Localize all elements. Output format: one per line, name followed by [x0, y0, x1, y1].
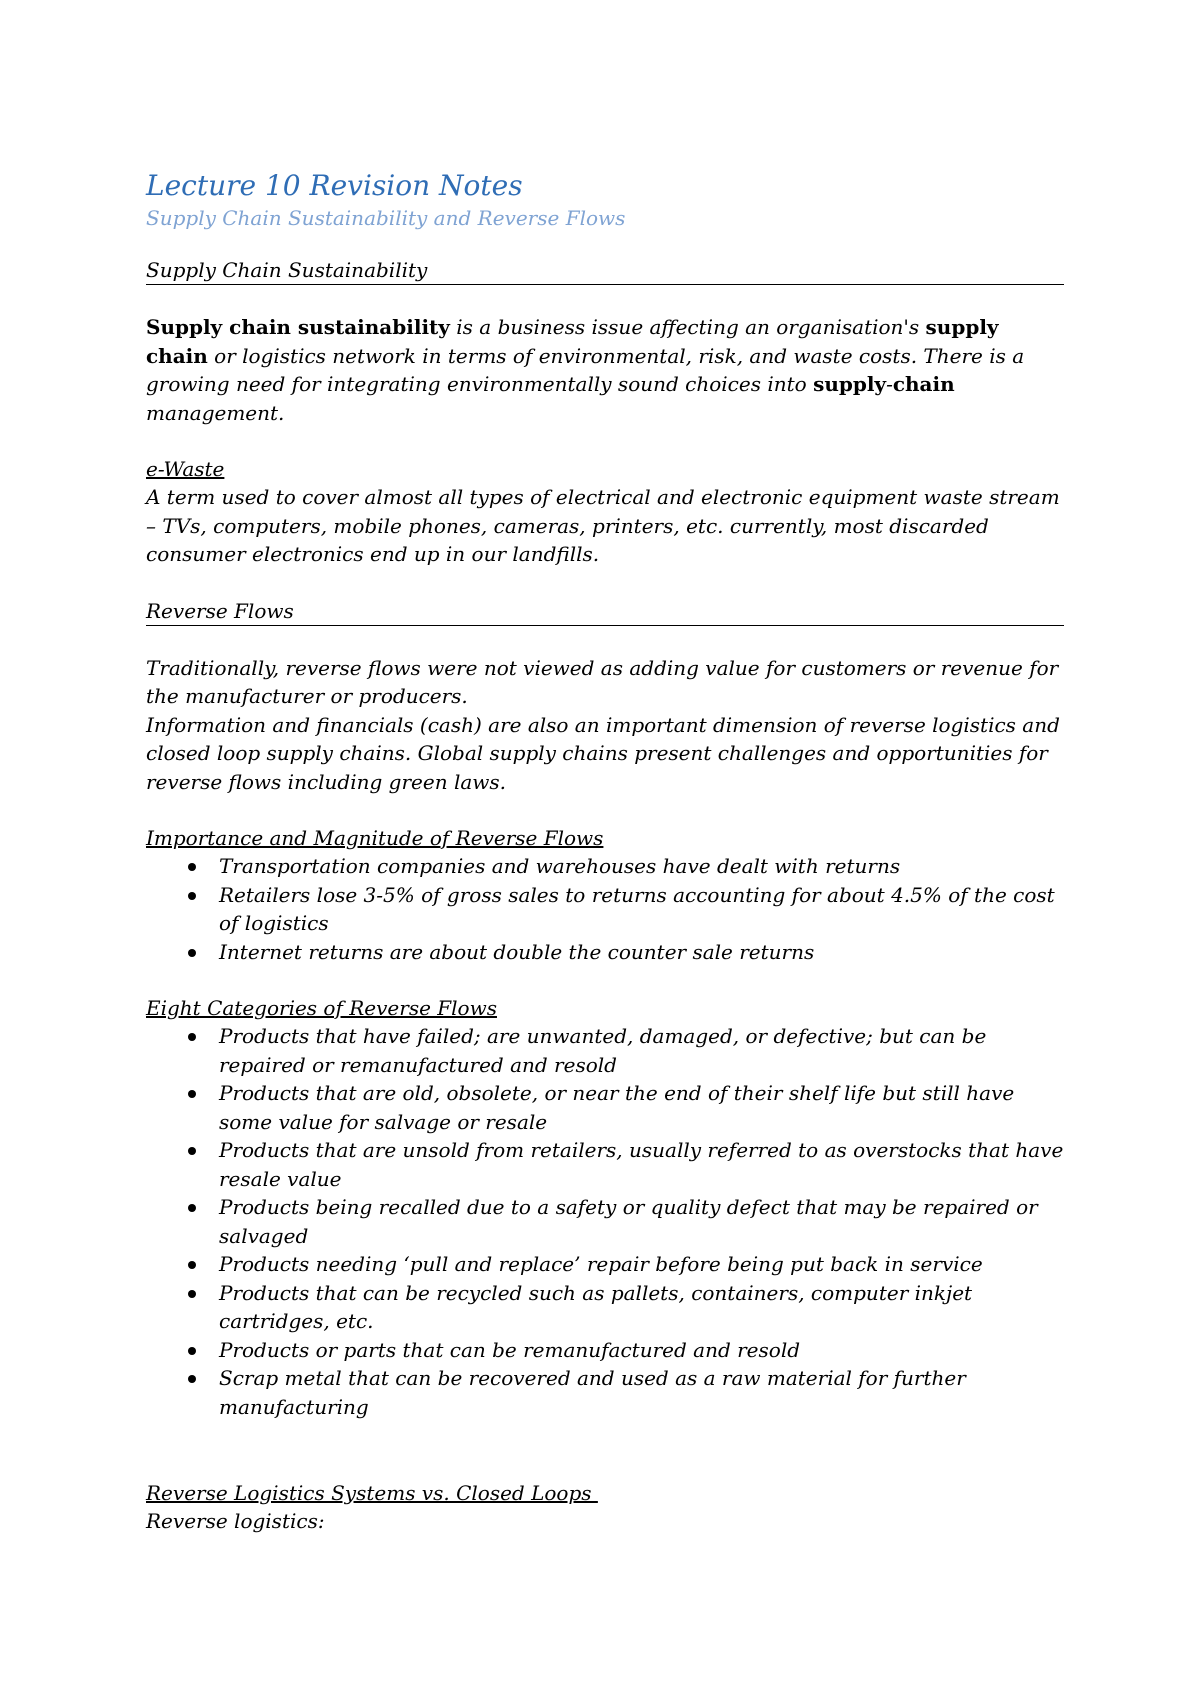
list-item: [146, 1336, 1064, 1365]
section-heading-reverse-flows: Reverse Flows: [146, 597, 1064, 626]
sustainability-paragraph: [146, 313, 1064, 427]
bullet-icon: [188, 1375, 196, 1383]
list-item-text: Products that are unsold from retailers, usually referred to as overstocks that have resale value: [219, 1138, 1064, 1191]
importance-list: [146, 852, 1064, 966]
list-item-text: Products that are old, obsolete, or near the end of their shelf life but still have some value for salvage or resale: [219, 1081, 1015, 1134]
document-page: [146, 168, 1064, 1536]
list-item-text: Retailers lose 3-5% of gross sales to returns accounting for about 4.5% of the cost of logistics: [219, 882, 1055, 935]
list-item: [146, 1022, 1064, 1079]
list-item-text: Products needing ‘pull and replace’ repair before being put back in service: [219, 1252, 983, 1276]
reverse-logistics-text: Reverse logistics:: [146, 1509, 325, 1533]
list-item: [146, 1279, 1064, 1336]
list-item-text: Scrap metal that can be recovered and used as a raw material for further manufacturing: [219, 1366, 966, 1419]
text-run: management.: [146, 400, 285, 425]
bullet-icon: [188, 892, 196, 900]
page-title: Lecture 10 Revision Notes: [146, 169, 523, 202]
page-subtitle: Supply Chain Sustainability and Reverse Flows: [146, 206, 626, 230]
reverse-logistics-heading: Reverse Logistics Systems vs. Closed Loops: [146, 1481, 598, 1505]
bold-term: supply: [813, 372, 887, 396]
reverse-flows-paragraph-2: Information and financials (cash) are also an important dimension of reverse logistics and closed loop supply chains. Global supply chains present challenges and opportunities for reverse flows including green laws.: [146, 712, 1060, 794]
list-item-text: Products being recalled due to a safety or quality defect that may be repaired or salvaged: [219, 1195, 1038, 1248]
bold-term: Supply chain sustainability: [146, 315, 450, 339]
list-item: [146, 881, 1064, 938]
list-item-text: Internet returns are about double the counter sale returns: [219, 939, 815, 964]
bold-term: chain: [892, 372, 955, 396]
list-item: [146, 852, 1064, 881]
text-run: or logistics network in terms of environmental, risk, and waste costs. There is a growing need for integrating environmentally sound choices into: [146, 343, 1025, 396]
categories-list: [146, 1022, 1064, 1421]
list-item: [146, 1079, 1064, 1136]
reverse-flows-paragraph-1: Traditionally, reverse flows were not viewed as adding value for customers or revenue for the manufacturer or producers.: [146, 655, 1059, 708]
section-heading-supply-chain-sustainability: Supply Chain Sustainability: [146, 256, 1064, 285]
bullet-icon: [188, 1204, 196, 1212]
bullet-icon: [188, 949, 196, 957]
bullet-icon: [188, 1147, 196, 1155]
importance-heading: Importance and Magnitude of Reverse Flows: [146, 826, 604, 850]
text-run: is a business issue affecting an organisation's: [449, 315, 926, 339]
ewaste-heading: e-Waste: [146, 457, 225, 481]
list-item-text: Products or parts that can be remanufactured and resold: [219, 1337, 801, 1362]
ewaste-paragraph: A term used to cover almost all types of electrical and electronic equipment waste stream – TVs, computers, mobile phones, cameras, printers, etc. currently, most discarded consumer electronics end up in our landfills.: [146, 485, 1060, 566]
list-item-text: Products that have failed; are unwanted, damaged, or defective; but can be repaired or remanufactured and resold: [219, 1024, 987, 1077]
list-item: [146, 1193, 1064, 1250]
bullet-icon: [188, 1347, 196, 1355]
bullet-icon: [188, 1090, 196, 1098]
bullet-icon: [188, 863, 196, 871]
list-item: [146, 1364, 1064, 1421]
categories-heading: Eight Categories of Reverse Flows: [146, 996, 497, 1020]
bold-term: supply chain: [146, 315, 999, 368]
bullet-icon: [188, 1033, 196, 1041]
list-item: [146, 1250, 1064, 1279]
list-item: [146, 938, 1064, 967]
text-run: -: [886, 372, 893, 396]
list-item-text: Transportation companies and warehouses have dealt with returns: [219, 854, 901, 878]
list-item: [146, 1136, 1064, 1193]
list-item-text: Products that can be recycled such as pallets, containers, computer inkjet cartridges, etc.: [219, 1280, 973, 1333]
bullet-icon: [188, 1261, 196, 1269]
bullet-icon: [188, 1290, 196, 1298]
